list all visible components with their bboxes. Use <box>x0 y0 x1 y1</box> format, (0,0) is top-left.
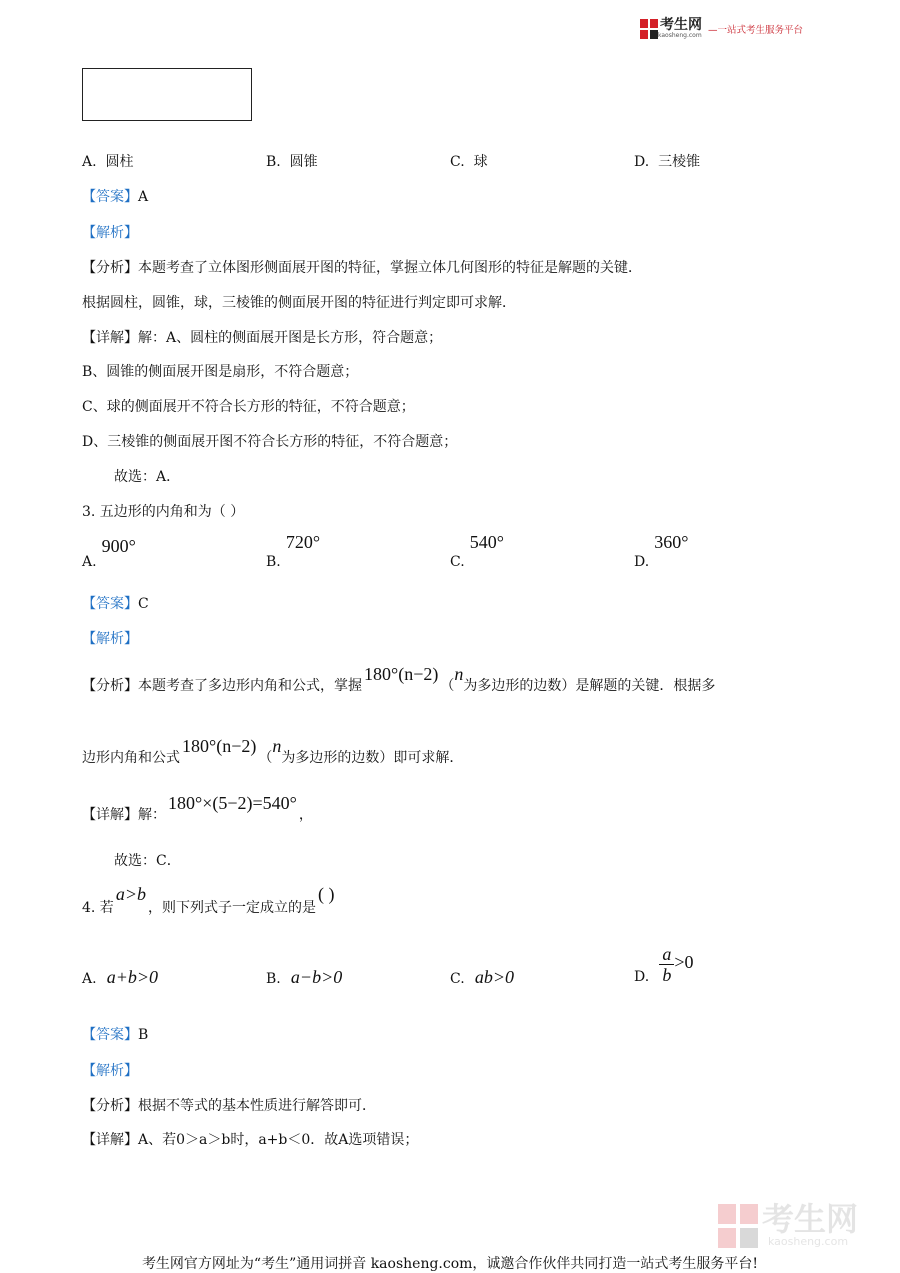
q4-fenxi: 【分析】根据不等式的基本性质进行解答即可． <box>82 1098 376 1114</box>
q3-option-c: C. 540° <box>450 532 504 570</box>
q2-fenxi: 【分析】本题考查了立体图形侧面展开图的特征，掌握立体几何图形的特征是解题的关键． <box>82 260 642 276</box>
watermark-sub: kaosheng.com <box>767 1235 849 1248</box>
q3-option-a: A. 900° <box>82 536 136 570</box>
q4-option-a: A. a+b>0 <box>82 967 159 987</box>
q2-answer: 【答案】A <box>82 189 149 205</box>
logo-sub: kaosheng.com <box>658 32 702 39</box>
q2-analysis-tag: 【解析】 <box>82 225 138 241</box>
kaosheng-logo-icon <box>640 19 658 39</box>
watermark-logo <box>718 1200 859 1248</box>
fraction-a-over-b: $\frac{a}{b}$ <box>659 944 674 985</box>
q3-fenxi: 【分析】本题考查了多边形内角和公式，掌握180°(n−2)（n为多边形的边数）是解题的关键．根据多 <box>82 664 716 694</box>
watermark-logo-icon <box>718 1204 758 1248</box>
q4-xiangjie: 【详解】A、若0＞a＞b时，a+b＜0．故A选项错误； <box>82 1132 419 1148</box>
q2-line-b: B、圆锥的侧面展开图是扇形，不符合题意； <box>82 364 359 380</box>
q2-line-d: D、三棱锥的侧面展开图不符合长方形的特征，不符合题意； <box>82 434 458 450</box>
q3-option-d: D. 360° <box>634 532 689 570</box>
figure-box <box>82 68 252 121</box>
q2-option-c: C. 球 <box>450 154 488 170</box>
q4-option-c: C. ab>0 <box>450 967 514 987</box>
q2-fenxi2: 根据圆柱，圆锥，球，三棱锥的侧面展开图的特征进行判定即可求解． <box>82 295 516 311</box>
q2-xiangjie: 【详解】解：A、圆柱的侧面展开图是长方形，符合题意； <box>82 330 443 346</box>
q2-line-c: C、球的侧面展开不符合长方形的特征，不符合题意； <box>82 399 415 415</box>
q4-answer: 【答案】B <box>82 1027 149 1043</box>
q4-stem: 4. 若a>b，则下列式子一定成立的是( ) <box>82 884 335 916</box>
q4-analysis-tag: 【解析】 <box>82 1063 138 1079</box>
q3-answer: 【答案】C <box>82 596 149 612</box>
q4-option-b: B. a−b>0 <box>266 967 343 987</box>
header-slogan: —一站式考生服务平台 <box>708 24 804 36</box>
q3-option-b: B. 720° <box>266 532 321 570</box>
q3-analysis-tag: 【解析】 <box>82 631 138 647</box>
q3-fenxi2: 边形内角和公式180°(n−2)（n为多边形的边数）即可求解． <box>82 736 464 766</box>
logo-text: 考生网 <box>660 17 702 33</box>
watermark-text: 考生网 <box>762 1200 859 1238</box>
q3-choose: 故选：C． <box>114 853 181 869</box>
q3-xiangjie: 【详解】解：180°×(5−2)=540°， <box>82 793 313 823</box>
q2-option-b: B. 圆锥 <box>266 154 318 170</box>
q2-option-a: A. 圆柱 <box>82 154 134 170</box>
footer-text: 考生网官方网址为“考生”通用词拼音 kaosheng.com，诚邀合作伙伴共同打造一站式考生服务平台! <box>141 1256 759 1272</box>
q2-choose: 故选：A． <box>114 469 181 485</box>
q3-stem: 3. 五边形的内角和为（ ） <box>82 504 245 520</box>
q2-option-d: D. 三棱锥 <box>634 154 701 170</box>
q4-option-d: D. $\frac{a}{b}$ >0 <box>634 944 694 985</box>
header-logo[interactable] <box>640 18 803 39</box>
